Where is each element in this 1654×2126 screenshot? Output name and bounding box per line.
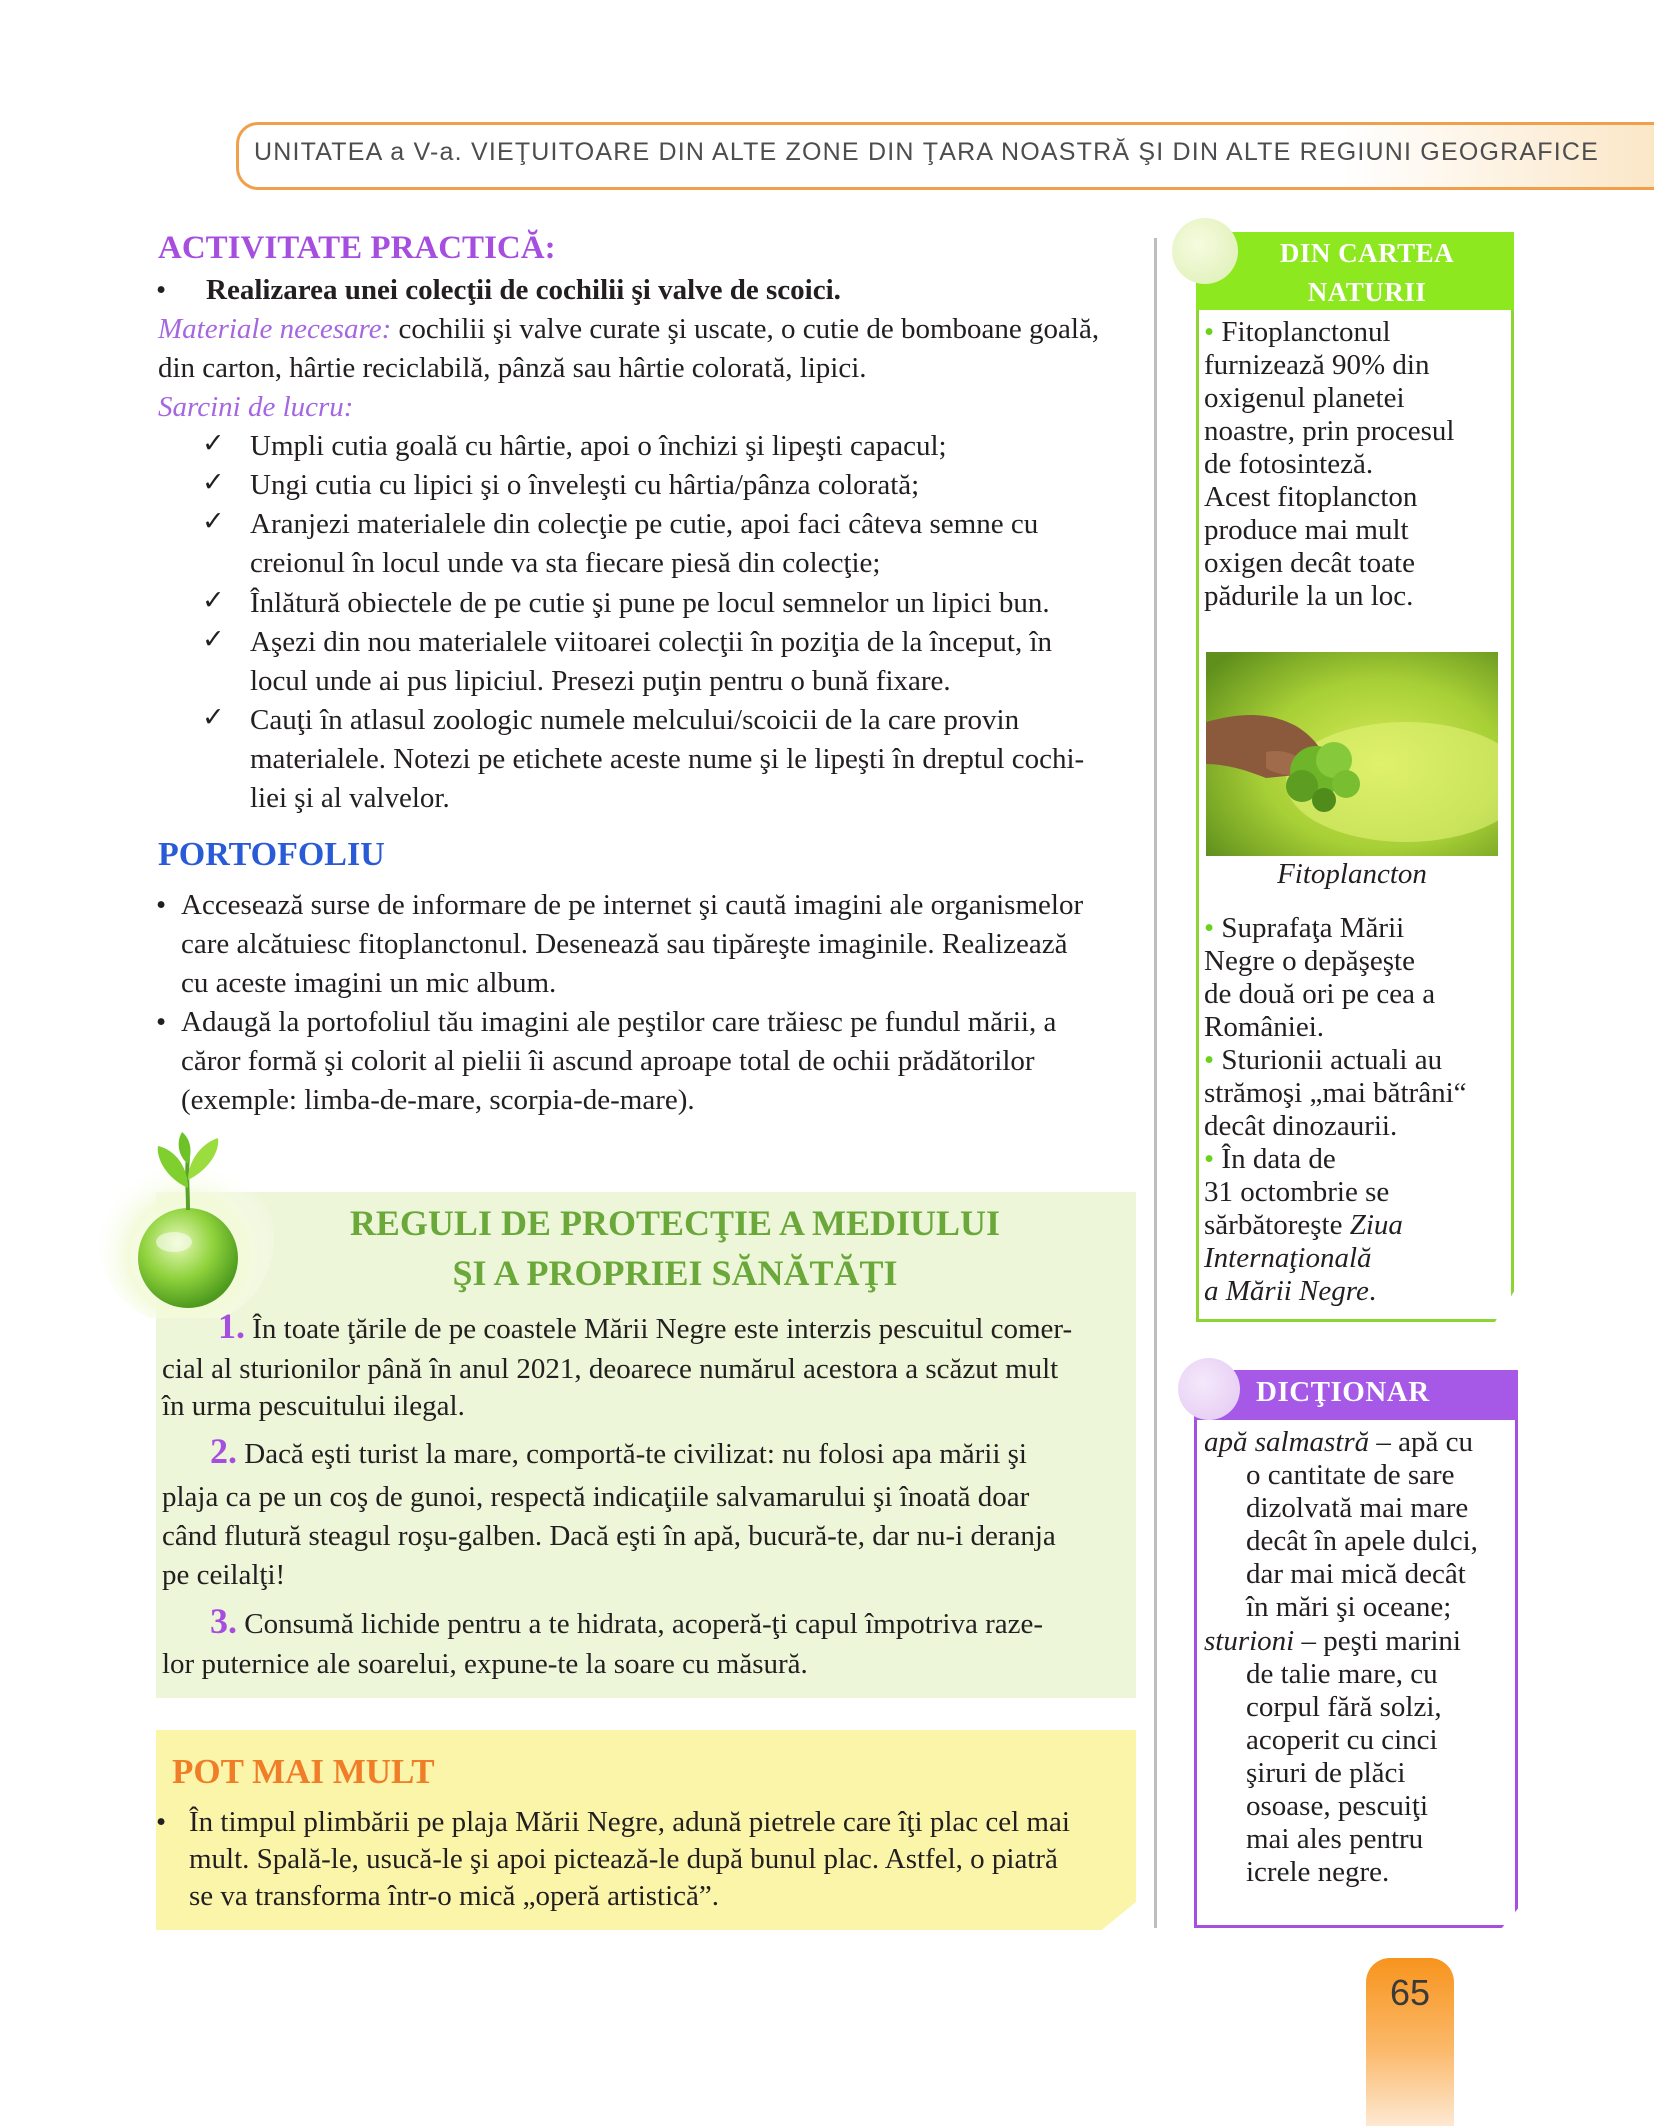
materials-label: Materiale necesare: — [158, 313, 392, 345]
task-item: Înlătură obiectele de pe cutie şi pune pe locul semnelor un lipici bun. — [250, 587, 1050, 619]
portfolio-item: Adaugă la portofoliul tău imagini ale peştilor care trăiesc pe fundul mării, a — [181, 1006, 1057, 1038]
checkmark-icon: ✓ — [202, 702, 225, 732]
portfolio-item-continued: căror formă şi colorit al pielii îi ascund aproape total de ochii prădătorilor — [181, 1045, 1035, 1077]
rule-number: 2. — [210, 1431, 237, 1471]
circle-badge-icon — [1178, 1358, 1240, 1420]
rules-heading — [230, 1198, 1120, 1298]
column-divider — [1154, 238, 1157, 1928]
portfolio-item-continued: (exemple: limba-de-mare, scorpia-de-mare). — [181, 1084, 695, 1116]
green-bullet-icon: • — [1204, 1044, 1215, 1076]
materials-text: cochilii şi valve curate şi uscate, o cutie de bomboane goală, — [391, 313, 1100, 345]
activity-heading: ACTIVITATE PRACTICĂ: — [158, 230, 556, 266]
task-item-continued: materialele. Notezi pe etichete aceste nume şi le lipeşti în dreptul cochi- — [250, 743, 1085, 775]
extra-bullet: • — [156, 1806, 167, 1838]
dictionary-term: sturioni — [1204, 1625, 1295, 1657]
portfolio-item-continued: care alcătuiesc fitoplanctonul. Desenează sau tipăreşte imaginile. Realizează — [181, 928, 1068, 960]
rules-heading-line1: REGULI DE PROTECŢIE A MEDIULUI — [349, 1203, 1001, 1243]
checkmark-icon: ✓ — [202, 624, 225, 654]
rule-item-continued: în urma pescuitului ilegal. — [162, 1390, 465, 1422]
materials-line1 — [158, 310, 1099, 349]
dictionary-term: apă salmastră — [1204, 1426, 1370, 1458]
task-item: Umpli cutia goală cu hârtie, apoi o închizi şi lipeşti capacul; — [250, 430, 947, 462]
phytoplankton-hand-photo — [1206, 652, 1498, 856]
portfolio-heading: PORTOFOLIU — [158, 836, 385, 873]
rule-item-continued: lor puternice ale soarelui, expune-te la soare cu măsură. — [162, 1648, 808, 1680]
nature-fact-1: • Fitoplanctonul furnizează 90% din oxigenul planetei noastre, prin procesul de fotosinteză. Acest fitoplancton produce mai mult oxigen decât toate pădurile la un loc. — [1204, 316, 1455, 612]
checkmark-icon: ✓ — [202, 467, 225, 497]
extra-activity-text-continued: se va transforma într-o mică „operă artistică”. — [189, 1880, 720, 1912]
extra-activity-text: În timpul plimbării pe plaja Mării Negre, adună pietrele care îţi plac cel mai — [189, 1806, 1070, 1838]
nature-facts-title: DIN CARTEA NATURII — [1279, 238, 1455, 307]
task-item: Cauţi în atlasul zoologic numele melcului/scoicii de la care provin — [250, 704, 1020, 736]
task-item-continued: creionul în locul unde va sta fiecare piesă din colecţie; — [250, 547, 881, 579]
task-item: Ungi cutia cu lipici şi o înveleşti cu hârtia/pânza colorată; — [250, 469, 920, 501]
rule-item: 3. Consumă lichide pentru a te hidrata, acoperă-ţi capul împotriva raze- — [210, 1601, 1044, 1641]
extra-activity-heading: POT MAI MULT — [172, 1752, 435, 1791]
dictionary-entry: apă salmastră – apă cu o cantitate de sare dizolvată mai mare decât în apele dulci, dar mai mică decât în mări şi oceane; — [1204, 1426, 1478, 1623]
checkmark-icon: ✓ — [202, 428, 225, 458]
page-number: 65 — [1389, 1972, 1431, 2013]
green-bullet-icon: • — [1204, 912, 1215, 944]
portfolio-item-continued: cu aceste imagini un mic album. — [181, 967, 557, 999]
task-item-continued: locul unde ai pus lipiciul. Presezi puţin pentru o bună fixare. — [250, 665, 951, 697]
rule-item-continued: cial al sturionilor până în anul 2021, deoarece numărul acestora a scăzut mult — [162, 1353, 1059, 1385]
activity-subtitle: Realizarea unei colecţii de cochilii şi valve de scoici. — [206, 274, 841, 306]
rule-number: 1. — [218, 1306, 245, 1346]
portfolio-item: Accesează surse de informare de pe internet şi caută imagini ale organismelor — [181, 889, 1084, 921]
photo-caption: Fitoplancton — [1277, 858, 1427, 890]
portfolio-bullet: • — [156, 889, 167, 921]
task-item: Aşezi din nou materialele viitoarei colecţii în poziţia de la început, în — [250, 626, 1053, 658]
rule-item-continued: când flutură steagul roşu-galben. Dacă eşti în apă, bucură-te, dar nu-i deranja — [162, 1520, 1056, 1552]
rule-item: 1. În toate ţările de pe coastele Mării Negre este interzis pescuitul comer- — [218, 1306, 1073, 1346]
portfolio-bullet: • — [156, 1006, 167, 1038]
task-item: Aranjezi materialele din colecţie pe cutie, apoi faci câteva semne cu — [250, 508, 1039, 540]
task-item-continued: liei şi al valvelor. — [250, 782, 450, 814]
circle-badge-icon — [1172, 218, 1238, 284]
materials-line2: din carton, hârtie reciclabilă, pânză sau hârtie colorată, lipici. — [158, 352, 867, 384]
green-bullet-icon: • — [1204, 1143, 1215, 1175]
nature-fact-2: • Suprafaţa Mării Negre o depăşeşte de două ori pe cea a României. • Sturionii actuali au strămoşi „mai bătrâni“ decât dinozaurii. • În data de 31 octombrie se sărbătoreşte Ziua Internaţională a Mării Negre. — [1204, 912, 1467, 1307]
rule-number: 3. — [210, 1601, 237, 1641]
tasks-label: Sarcini de lucru: — [158, 391, 354, 423]
extra-activity-text-continued: mult. Spală-le, usucă-le şi apoi pictează-le după bunul plac. Astfel, o piatră — [189, 1843, 1058, 1875]
checkmark-icon: ✓ — [202, 506, 225, 536]
rule-item-continued: plaja ca pe un coş de gunoi, respectă indicaţiile salvamarului şi înoată doar — [162, 1481, 1030, 1513]
dictionary-entry: sturioni – peşti marini de talie mare, cu corpul fără solzi, acoperit cu cinci şiruri de plăci osoase, pescuiţi mai ales pentru icrele negre. — [1204, 1625, 1461, 1888]
green-bullet-icon: • — [1204, 316, 1215, 348]
dictionary-title: DICŢIONAR — [1256, 1376, 1430, 1408]
rule-item: 2. Dacă eşti turist la mare, comportă-te civilizat: nu folosi apa mării şi — [210, 1431, 1027, 1471]
activity-bullet: • — [156, 274, 167, 306]
rules-heading-line2: ŞI A PROPRIEI SĂNĂTĂŢI — [452, 1253, 898, 1293]
checkmark-icon: ✓ — [202, 585, 225, 615]
rule-item-continued: pe ceilalţi! — [162, 1559, 286, 1591]
unit-title: UNITATEA a V-a. VIEŢUITOARE DIN ALTE ZONE DIN ŢARA NOASTRĂ ŞI DIN ALTE REGIUNI GEOGRAFICE — [254, 138, 1599, 166]
